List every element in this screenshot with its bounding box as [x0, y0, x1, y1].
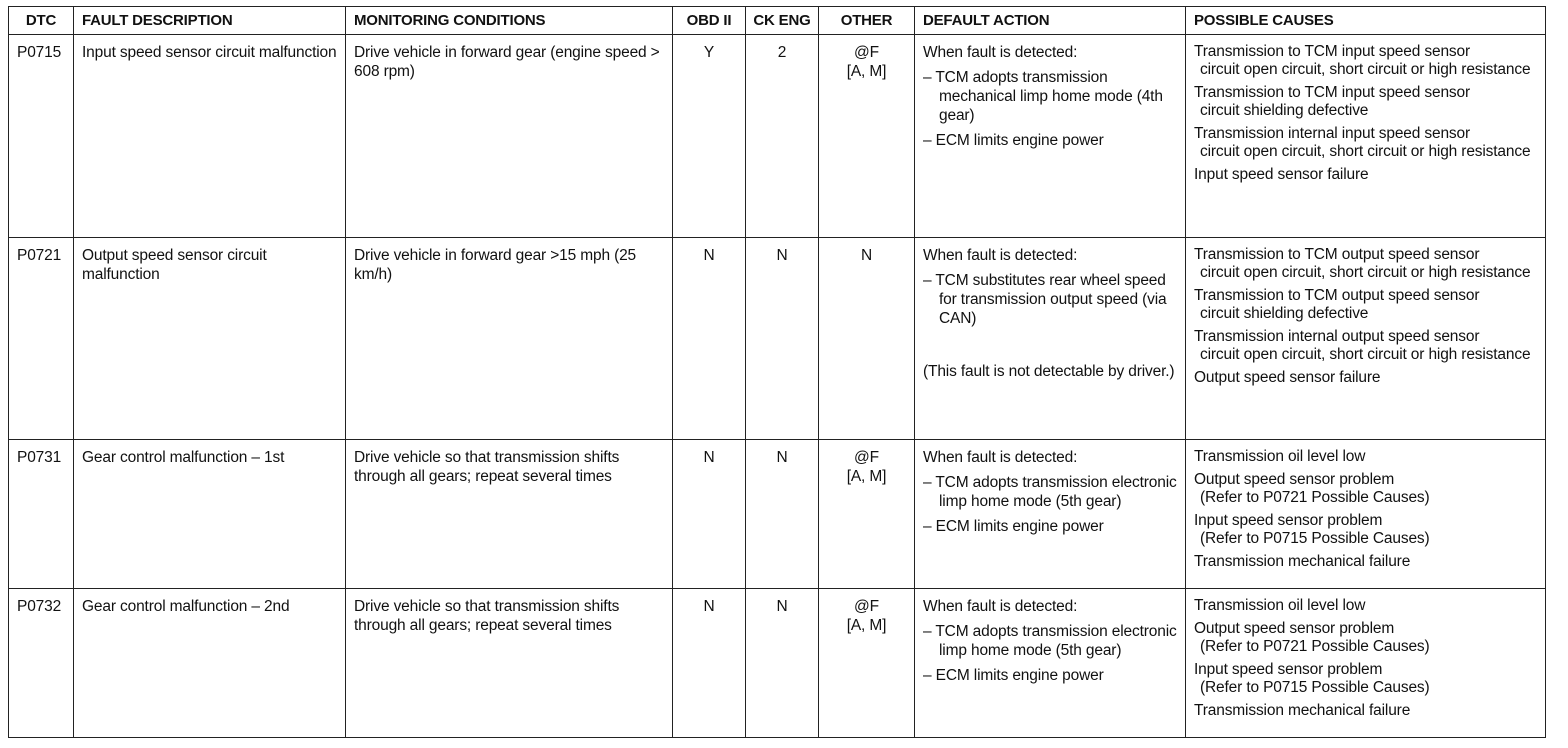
ck-eng-cell: N: [746, 238, 819, 440]
monitoring-conditions-cell: Drive vehicle so that transmission shifts through all gears; repeat several times: [346, 589, 673, 738]
cause-item: [1194, 620, 1539, 656]
cause-text: Output speed sensor problem: [1194, 620, 1395, 637]
header-default-action: DEFAULT ACTION: [915, 7, 1186, 35]
default-action-lead: When fault is detected:: [923, 247, 1078, 264]
other-line: @F: [854, 44, 879, 61]
default-action-item: – ECM limits engine power: [923, 667, 1104, 684]
table-row: [9, 440, 1546, 589]
obd-ii-cell: N: [673, 589, 746, 738]
ck-eng-cell: N: [746, 589, 819, 738]
cause-text: (Refer to P0715 Possible Causes): [1200, 679, 1430, 696]
cause-item: [1194, 43, 1539, 79]
cause-item: [1194, 471, 1539, 507]
fault-description-cell: Gear control malfunction – 2nd: [74, 589, 346, 738]
cause-text: (Refer to P0721 Possible Causes): [1200, 489, 1430, 506]
header-other: OTHER: [819, 7, 915, 35]
cause-item: Input speed sensor failure: [1194, 166, 1369, 183]
monitoring-conditions-cell: Drive vehicle in forward gear >15 mph (25 km/h): [346, 238, 673, 440]
cause-item: [1194, 661, 1539, 697]
default-action-cell: [915, 440, 1186, 589]
monitoring-conditions-cell: Drive vehicle in forward gear (engine speed > 608 rpm): [346, 35, 673, 238]
other-line: [A, M]: [846, 617, 887, 634]
cause-text: Transmission to TCM output speed sensor: [1194, 287, 1480, 304]
default-action-item: – TCM adopts transmission mechanical limp home mode (4th gear): [923, 69, 1163, 124]
cause-item: [1194, 328, 1539, 364]
default-action-item: – TCM adopts transmission electronic limp home mode (5th gear): [923, 623, 1177, 659]
dtc-cell: P0715: [9, 35, 74, 238]
cause-text: circuit open circuit, short circuit or high resistance: [1200, 61, 1531, 78]
other-cell: N: [819, 238, 915, 440]
cause-item: Transmission oil level low: [1194, 597, 1366, 614]
other-cell: [819, 440, 915, 589]
fault-description-cell: Output speed sensor circuit malfunction: [74, 238, 346, 440]
table-header-row: [9, 7, 1546, 35]
cause-text: Transmission to TCM output speed sensor: [1194, 246, 1480, 263]
cause-item: [1194, 246, 1539, 282]
cause-text: circuit open circuit, short circuit or high resistance: [1200, 143, 1531, 160]
fault-description-cell: Gear control malfunction – 1st: [74, 440, 346, 589]
header-obd-ii: OBD II: [673, 7, 746, 35]
cause-text: Input speed sensor problem: [1194, 512, 1383, 529]
default-action-cell: [915, 35, 1186, 238]
monitoring-conditions-cell: Drive vehicle so that transmission shifts through all gears; repeat several times: [346, 440, 673, 589]
default-action-lead: When fault is detected:: [923, 449, 1078, 466]
possible-causes-cell: [1186, 440, 1546, 589]
ck-eng-cell: N: [746, 440, 819, 589]
cause-item: [1194, 287, 1539, 323]
table-row: [9, 589, 1546, 738]
cause-item: [1194, 125, 1539, 161]
default-action-item: – TCM adopts transmission electronic limp home mode (5th gear): [923, 474, 1177, 510]
cause-text: Transmission internal input speed sensor: [1194, 125, 1471, 142]
cause-text: Output speed sensor problem: [1194, 471, 1395, 488]
cause-text: Input speed sensor problem: [1194, 661, 1383, 678]
cause-item: Transmission oil level low: [1194, 448, 1366, 465]
cause-item: [1194, 84, 1539, 120]
other-cell: [819, 35, 915, 238]
table-row: [9, 35, 1546, 238]
cause-item: [1194, 512, 1539, 548]
cause-text: (Refer to P0721 Possible Causes): [1200, 638, 1430, 655]
cause-text: (Refer to P0715 Possible Causes): [1200, 530, 1430, 547]
obd-ii-cell: N: [673, 238, 746, 440]
cause-text: Transmission to TCM input speed sensor: [1194, 43, 1471, 60]
header-ck-eng: CK ENG: [746, 7, 819, 35]
default-action-item: – ECM limits engine power: [923, 132, 1104, 149]
cause-text: circuit open circuit, short circuit or high resistance: [1200, 346, 1531, 363]
table-row: [9, 238, 1546, 440]
cause-text: Transmission internal output speed sensor: [1194, 328, 1480, 345]
default-action-item: – TCM substitutes rear wheel speed for transmission output speed (via CAN): [923, 272, 1167, 327]
cause-text: circuit open circuit, short circuit or high resistance: [1200, 264, 1531, 281]
other-line: @F: [854, 598, 879, 615]
default-action-note: (This fault is not detectable by driver.): [923, 363, 1175, 380]
dtc-cell: P0731: [9, 440, 74, 589]
default-action-lead: When fault is detected:: [923, 44, 1078, 61]
default-action-item: – ECM limits engine power: [923, 518, 1104, 535]
cause-text: circuit shielding defective: [1200, 305, 1369, 322]
other-cell: [819, 589, 915, 738]
dtc-cell: P0732: [9, 589, 74, 738]
cause-item: Transmission mechanical failure: [1194, 553, 1411, 570]
default-action-cell: [915, 589, 1186, 738]
obd-ii-cell: N: [673, 440, 746, 589]
fault-description-cell: Input speed sensor circuit malfunction: [74, 35, 346, 238]
cause-item: Output speed sensor failure: [1194, 369, 1381, 386]
header-monitoring-conditions: MONITORING CONDITIONS: [346, 7, 673, 35]
ck-eng-cell: 2: [746, 35, 819, 238]
cause-item: Transmission mechanical failure: [1194, 702, 1411, 719]
default-action-lead: When fault is detected:: [923, 598, 1078, 615]
header-possible-causes: POSSIBLE CAUSES: [1186, 7, 1546, 35]
other-line: [A, M]: [846, 468, 887, 485]
possible-causes-cell: [1186, 238, 1546, 440]
cause-text: Transmission to TCM input speed sensor: [1194, 84, 1471, 101]
header-fault-description: FAULT DESCRIPTION: [74, 7, 346, 35]
possible-causes-cell: [1186, 589, 1546, 738]
default-action-cell: [915, 238, 1186, 440]
header-dtc: DTC: [9, 7, 74, 35]
cause-text: circuit shielding defective: [1200, 102, 1369, 119]
obd-ii-cell: Y: [673, 35, 746, 238]
other-line: @F: [854, 449, 879, 466]
other-line: [A, M]: [846, 63, 887, 80]
dtc-cell: P0721: [9, 238, 74, 440]
fault-code-table: [8, 6, 1546, 738]
possible-causes-cell: [1186, 35, 1546, 238]
